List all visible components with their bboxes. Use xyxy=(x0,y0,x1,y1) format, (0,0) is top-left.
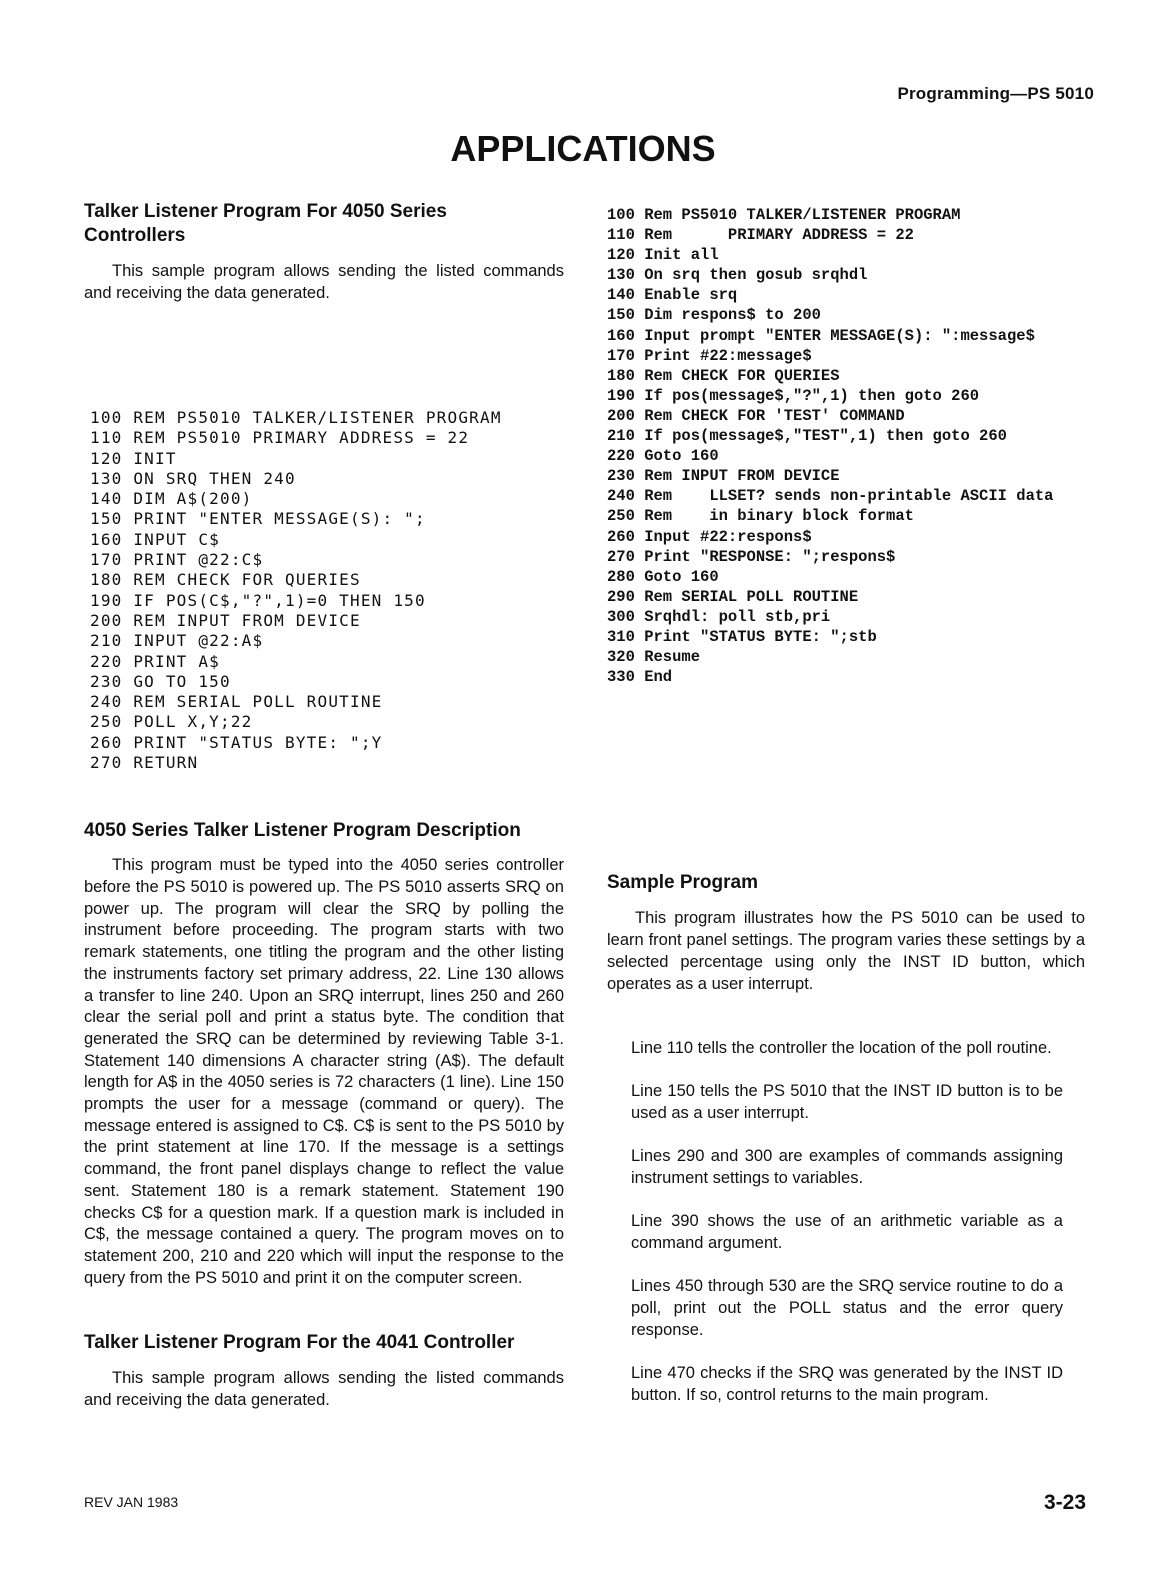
listing-line: 130 On srq then gosub srqhdl xyxy=(607,266,868,285)
sample-note: Lines 450 through 530 are the SRQ service routine to do a poll, print out the POLL status and the error query response. xyxy=(631,1277,1063,1340)
listing-line: 300 Srqhdl: poll stb,pri xyxy=(607,607,831,626)
listing-line: 200 Rem CHECK FOR 'TEST' COMMAND xyxy=(607,406,905,425)
program-listing-4050 xyxy=(90,408,564,773)
sample-note: Line 110 tells the controller the location of the poll routine. xyxy=(631,1039,1052,1058)
section-heading-sample: Sample Program xyxy=(607,872,758,894)
listing-line: 190 If pos(message$,"?",1) then goto 260 xyxy=(607,386,980,405)
sample-intro: This program illustrates how the PS 5010 can be used to learn front panel settings. The program varies these settings by a selected percentage using only the INST ID button, which operates as a user interrupt. xyxy=(607,909,1085,994)
listing-line: 270 RETURN xyxy=(90,753,199,773)
listing-line: 160 Input prompt "ENTER MESSAGE(S): ":message$ xyxy=(607,326,1035,345)
listing-line: 180 REM CHECK FOR QUERIES xyxy=(90,570,361,590)
listing-line: 330 End xyxy=(607,668,673,687)
section-heading-4041: Talker Listener Program For the 4041 Controller xyxy=(84,1332,515,1354)
listing-line: 250 Rem in binary block format xyxy=(607,507,914,526)
sample-note: Line 390 shows the use of an arithmetic variable as a command argument. xyxy=(631,1212,1063,1253)
listing-line: 110 REM PS5010 PRIMARY ADDRESS = 22 xyxy=(90,428,470,448)
page-number: 3-23 xyxy=(1043,1491,1086,1514)
listing-line: 230 Rem INPUT FROM DEVICE xyxy=(607,467,840,486)
page-title: APPLICATIONS xyxy=(450,128,716,169)
listing-line: 180 Rem CHECK FOR QUERIES xyxy=(607,366,840,385)
left-column xyxy=(84,200,564,1411)
listing-line: 160 INPUT C$ xyxy=(90,529,220,549)
listing-line: 100 REM PS5010 TALKER/LISTENER PROGRAM xyxy=(90,408,502,427)
listing-line: 210 If pos(message$,"TEST",1) then goto 260 xyxy=(607,427,1007,446)
sample-note: Lines 290 and 300 are examples of commands assigning instrument settings to variables. xyxy=(631,1147,1063,1188)
listing-line: 220 Goto 160 xyxy=(607,447,719,466)
section-intro-4041: This sample program allows sending the listed commands and receiving the data generated. xyxy=(84,1369,564,1410)
sample-note: Line 470 checks if the SRQ was generated by the INST ID button. If so, control returns to the main program. xyxy=(631,1364,1063,1405)
listing-line: 280 Goto 160 xyxy=(607,567,719,586)
listing-line: 230 GO TO 150 xyxy=(90,671,231,691)
footer-revision: REV JAN 1983 xyxy=(84,1494,179,1510)
listing-line: 290 Rem SERIAL POLL ROUTINE xyxy=(607,587,859,606)
sample-notes xyxy=(607,1037,1063,1406)
listing-line: 170 Print #22:message$ xyxy=(607,346,812,365)
sample-note: Line 150 tells the PS 5010 that the INST ID button is to be used as a user interrupt. xyxy=(631,1082,1063,1123)
section-heading-4050: Talker Listener Program For 4050 Series Controllers xyxy=(84,201,447,246)
listing-line: 100 Rem PS5010 TALKER/LISTENER PROGRAM xyxy=(607,206,961,224)
listing-line: 310 Print "STATUS BYTE: ";stb xyxy=(607,627,877,646)
listing-line: 190 IF POS(C$,"?",1)=0 THEN 150 xyxy=(90,590,426,610)
listing-line: 220 PRINT A$ xyxy=(90,651,220,671)
listing-line: 170 PRINT @22:C$ xyxy=(90,550,264,570)
listing-line: 140 Enable srq xyxy=(607,286,738,305)
listing-line: 110 Rem PRIMARY ADDRESS = 22 xyxy=(607,226,914,245)
listing-line: 150 Dim respons$ to 200 xyxy=(607,306,821,325)
listing-line: 140 DIM A$(200) xyxy=(90,489,253,509)
listing-line: 150 PRINT "ENTER MESSAGE(S): "; xyxy=(90,509,426,529)
listing-line: 250 POLL X,Y;22 xyxy=(90,712,253,732)
listing-line: 270 Print "RESPONSE: ";respons$ xyxy=(607,547,896,566)
listing-line: 130 ON SRQ THEN 240 xyxy=(90,468,296,488)
program-listing-4041 xyxy=(607,205,1097,687)
listing-line: 260 Input #22:respons$ xyxy=(607,527,812,546)
listing-line: 120 Init all xyxy=(607,246,719,265)
listing-line: 240 REM SERIAL POLL ROUTINE xyxy=(90,692,383,712)
right-column xyxy=(607,205,1097,1427)
listing-line: 120 INIT xyxy=(90,448,177,468)
listing-line: 210 INPUT @22:A$ xyxy=(90,631,264,651)
section-intro-4050: This sample program allows sending the listed commands and receiving the data generated. xyxy=(84,262,564,302)
section-heading-description: 4050 Series Talker Listener Program Description xyxy=(84,820,521,842)
listing-line: 200 REM INPUT FROM DEVICE xyxy=(90,610,361,630)
description-body: This program must be typed into the 4050 series controller before the PS 5010 is powered up. The PS 5010 asserts SRQ on power up. The program will clear the SRQ by polling the instrument before proceeding. The program starts with two remark statements, one titling the program and the other listing the instruments factory set primary address, 22. Line 130 allows a transfer to line 240. Upon an SRQ interrupt, lines 250 and 260 clear the serial poll and print a status byte. The condition that generated the SRQ can be determined by reviewing Table 3-1. Statement 140 dimensions A character string (A$). The default length for A$ in the 4050 series is 72 characters (1 line). Line 150 prompts the user for a message (command or query). The message entered is assigned to C$. C$ is sent to the PS 5010 by the print statement at line 170. If the message is a settings command, the front panel displays change to reflect the value sent. Statement 180 is a remark statement. Statement 190 checks C$ for a question mark. If a question mark is included in C$, the message contained a query. The program moves on to statement 200, 210 and 220 which will input the response to the query from the PS 5010 and print it on the computer screen. xyxy=(84,856,564,1287)
running-title: Programming—PS 5010 xyxy=(897,84,1094,103)
listing-line: 260 PRINT "STATUS BYTE: ";Y xyxy=(90,732,383,752)
listing-line: 320 Resume xyxy=(607,648,701,667)
listing-line: 240 Rem LLSET? sends non-printable ASCII data xyxy=(607,487,1054,506)
